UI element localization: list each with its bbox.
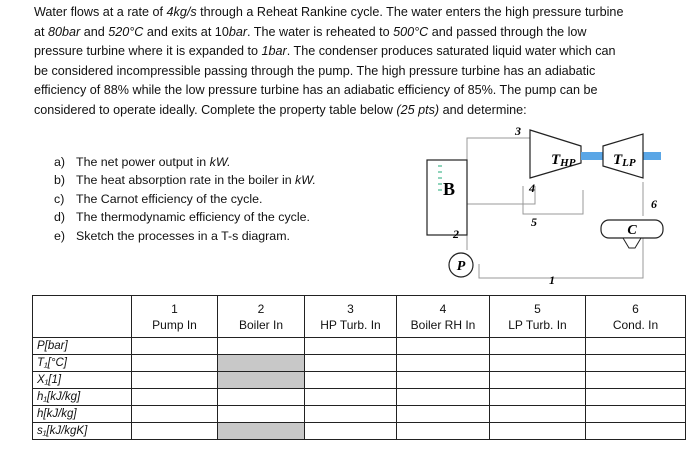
table-cell[interactable] xyxy=(218,389,305,406)
rankine-cycle-diagram xyxy=(405,120,675,292)
pipe-4 xyxy=(467,186,535,204)
table-cell[interactable] xyxy=(397,423,490,440)
pipe-3 xyxy=(467,138,533,160)
state-6: 6 xyxy=(651,197,657,211)
table-row xyxy=(33,338,686,355)
column-header: 1 Pump In xyxy=(132,296,218,338)
lp-turbine xyxy=(603,134,643,178)
table-row xyxy=(33,406,686,423)
table-row xyxy=(33,355,686,372)
problem-line: be considered incompressible passing through the pump. The high pressure turbine has an adiabatic xyxy=(34,63,596,78)
lp-turbine-label: TLP xyxy=(613,152,636,169)
state-4: 4 xyxy=(529,181,535,195)
table-cell[interactable] xyxy=(218,423,305,440)
state-5: 5 xyxy=(531,215,537,229)
shaft-end xyxy=(643,152,661,160)
table-cell[interactable] xyxy=(490,355,586,372)
task-item: d) The thermodynamic efficiency of the cycle. xyxy=(54,210,310,225)
problem-statement xyxy=(34,3,680,121)
table-cell[interactable] xyxy=(132,355,218,372)
task-item: a) The net power output in kW. xyxy=(54,155,231,169)
table-cell[interactable] xyxy=(490,338,586,355)
task-item: b) The heat absorption rate in the boiler in kW. xyxy=(54,173,316,188)
table-row xyxy=(33,389,686,406)
table-cell[interactable] xyxy=(305,423,397,440)
table-cell[interactable] xyxy=(490,389,586,406)
column-header: 3 HP Turb. In xyxy=(305,296,397,338)
table-cell[interactable] xyxy=(132,372,218,389)
table-cell[interactable] xyxy=(218,406,305,423)
column-header: 2 Boiler In xyxy=(218,296,305,338)
table-cell[interactable] xyxy=(490,406,586,423)
table-cell[interactable] xyxy=(586,406,686,423)
table-cell[interactable] xyxy=(305,372,397,389)
table-cell[interactable] xyxy=(397,355,490,372)
condenser-outlet xyxy=(623,238,641,248)
condenser-label: C xyxy=(627,223,637,238)
row-label: s₁[kJ/kgK] xyxy=(33,423,132,440)
problem-line: pressure turbine where it is expanded to 1bar. The condenser produces saturated liquid water which can xyxy=(34,44,616,59)
boiler-label: B xyxy=(442,179,456,199)
table-row xyxy=(33,372,686,389)
task-item: e) Sketch the processes in a T-s diagram. xyxy=(54,228,290,243)
row-label: P[bar] xyxy=(33,338,132,355)
table-cell[interactable] xyxy=(305,338,397,355)
table-cell[interactable] xyxy=(132,406,218,423)
state-3: 3 xyxy=(515,124,521,138)
table-cell[interactable] xyxy=(218,372,305,389)
problem-line: considered to operate ideally. Complete the property table below (25 pts) and determine: xyxy=(34,102,527,117)
table-cell[interactable] xyxy=(586,355,686,372)
row-label: X₁[1] xyxy=(33,372,132,389)
table-cell[interactable] xyxy=(218,355,305,372)
table-cell[interactable] xyxy=(397,372,490,389)
row-label: h[kJ/kg] xyxy=(33,406,132,423)
table-cell[interactable] xyxy=(218,338,305,355)
table-cell[interactable] xyxy=(305,406,397,423)
table-cell[interactable] xyxy=(132,338,218,355)
row-label: T₁[°C] xyxy=(33,355,132,372)
property-table xyxy=(32,295,686,440)
column-header: 6 Cond. In xyxy=(586,296,686,338)
table-corner xyxy=(33,296,132,338)
state-1: 1 xyxy=(549,273,555,287)
state-2: 2 xyxy=(453,227,459,241)
row-label: h₁[kJ/kg] xyxy=(33,389,132,406)
table-cell[interactable] xyxy=(490,423,586,440)
pump-label: P xyxy=(456,259,466,274)
table-cell[interactable] xyxy=(397,338,490,355)
task-item: c) The Carnot efficiency of the cycle. xyxy=(54,191,263,206)
table-cell[interactable] xyxy=(305,389,397,406)
table-cell[interactable] xyxy=(490,372,586,389)
table-row xyxy=(33,423,686,440)
table-cell[interactable] xyxy=(586,389,686,406)
turbine-shaft xyxy=(581,152,603,160)
problem-line: at 80bar and 520°C and exits at 10bar. The water is reheated to 500°C and passed through the low xyxy=(34,24,587,39)
table-cell[interactable] xyxy=(397,406,490,423)
column-header: 5 LP Turb. In xyxy=(490,296,586,338)
table-cell[interactable] xyxy=(586,372,686,389)
table-header-row xyxy=(33,296,686,338)
problem-line: efficiency of 88% while the low pressure turbine has an adiabatic efficiency of 85%. The pump can be xyxy=(34,83,598,98)
task-list xyxy=(54,153,316,245)
problem-line: Water flows at a rate of 4kg/s through a Reheat Rankine cycle. The water enters the high pressure turbine xyxy=(34,5,624,19)
column-header: 4 Boiler RH In xyxy=(397,296,490,338)
table-cell[interactable] xyxy=(586,423,686,440)
table-cell[interactable] xyxy=(586,338,686,355)
pipe-1 xyxy=(479,238,643,278)
table-cell[interactable] xyxy=(397,389,490,406)
table-cell[interactable] xyxy=(305,355,397,372)
hp-turbine-label: THP xyxy=(551,152,576,169)
table-cell[interactable] xyxy=(132,389,218,406)
table-cell[interactable] xyxy=(132,423,218,440)
